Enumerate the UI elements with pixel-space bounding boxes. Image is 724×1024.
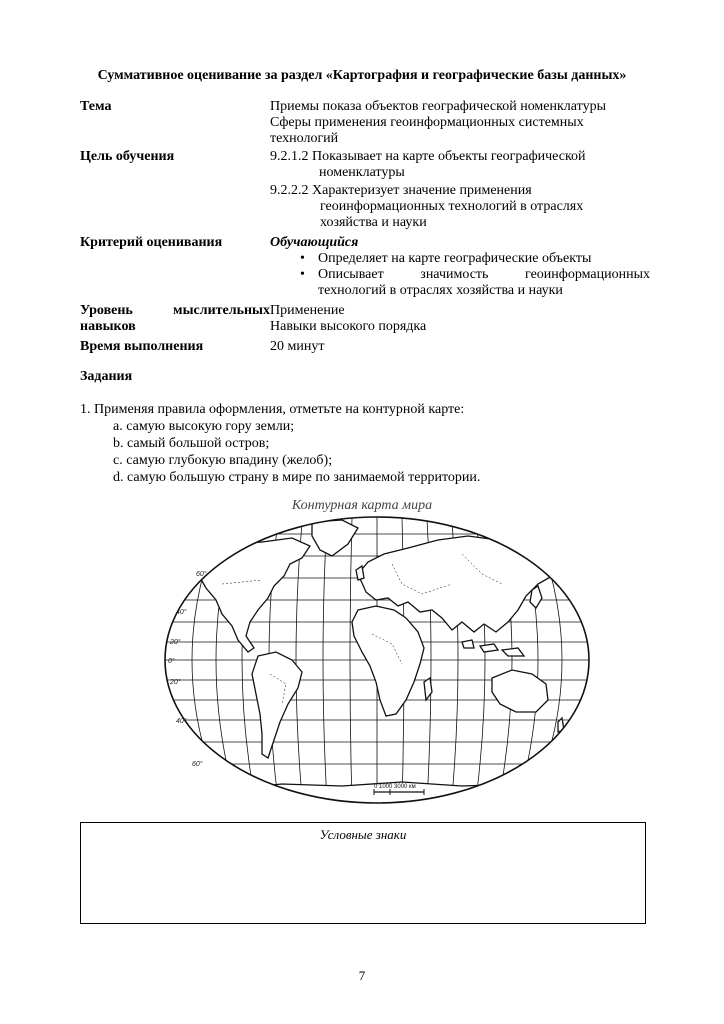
- page-title: Суммативное оценивание за раздел «Картография и географические базы данных»: [97, 68, 627, 83]
- goal-line: 9.2.2.2 Характеризует значение применения: [270, 183, 532, 198]
- task-1: [80, 401, 650, 486]
- level-value: [270, 303, 650, 335]
- level-value-line: Навыки высокого порядка: [270, 319, 427, 334]
- lat-label: 60°: [196, 571, 207, 578]
- level-value-line: Применение: [270, 303, 345, 318]
- lat-label: 0°: [168, 658, 175, 665]
- lat-label: 20°: [170, 639, 181, 646]
- contour-world-map: [162, 514, 592, 806]
- world-map-svg: [162, 514, 592, 806]
- criteria-bullet-cont: технологий в отраслях хозяйства и науки: [318, 283, 563, 298]
- level-label: [80, 303, 270, 335]
- level-label-line: навыков: [80, 319, 136, 334]
- level-label-line: Уровень мыслительных: [80, 303, 270, 318]
- goal-label: Цель обучения: [80, 149, 175, 164]
- lat-label: 40°: [176, 718, 187, 725]
- criteria-head: Обучающийся: [270, 235, 359, 250]
- criteria-value: [270, 235, 650, 299]
- task-item: d. самую большую страну в мире по занимаемой территории.: [113, 470, 481, 485]
- continents: [198, 520, 564, 806]
- map-caption: Контурная карта мира: [291, 498, 433, 513]
- scale-text: 0 1000 3000 км: [374, 784, 416, 790]
- theme-line: Сферы применения геоинформационных системных: [270, 115, 584, 130]
- lat-label: 60°: [192, 761, 203, 768]
- theme-line: Приемы показа объектов географической номенклатуры: [270, 99, 606, 114]
- time-label: Время выполнения: [80, 339, 204, 354]
- task-item: c. самую глубокую впадину (желоб);: [113, 453, 333, 468]
- goal-line: 9.2.1.2 Показывает на карте объекты географической: [270, 149, 586, 164]
- goal-line: номенклатуры: [319, 165, 405, 180]
- theme-value: [270, 99, 650, 147]
- legend-title: Условные знаки: [319, 827, 407, 842]
- north-america-outline: [198, 538, 310, 652]
- tasks-heading: Задания: [80, 369, 133, 384]
- africa-outline: [352, 606, 424, 716]
- criteria-bullet: • Определяет на карте географические объекты: [270, 251, 650, 267]
- time-value: 20 минут: [270, 339, 325, 354]
- goal-line: хозяйства и науки: [320, 215, 427, 230]
- task-text: 1. Применяя правила оформления, отметьте на контурной карте:: [80, 402, 465, 417]
- task-item: b. самый большой остров;: [113, 436, 270, 451]
- goal-line: геоинформационных технологий в отраслях: [320, 199, 584, 214]
- uk-outline: [356, 566, 364, 580]
- legend-box: [80, 822, 646, 924]
- goal-value: [270, 149, 650, 231]
- criteria-bullet: • Описывает значимость геоинформационных: [270, 267, 650, 283]
- theme-label: Тема: [80, 99, 112, 114]
- lat-label: 40°: [176, 609, 187, 616]
- islands-outline: [462, 640, 524, 656]
- criteria-label: Критерий оценивания: [80, 235, 223, 250]
- task-item: a. самую высокую гору земли;: [113, 419, 295, 434]
- australia-outline: [492, 670, 548, 712]
- theme-line: технологий: [270, 131, 339, 146]
- lat-label: 20°: [170, 679, 181, 686]
- page-number: 7: [358, 968, 366, 983]
